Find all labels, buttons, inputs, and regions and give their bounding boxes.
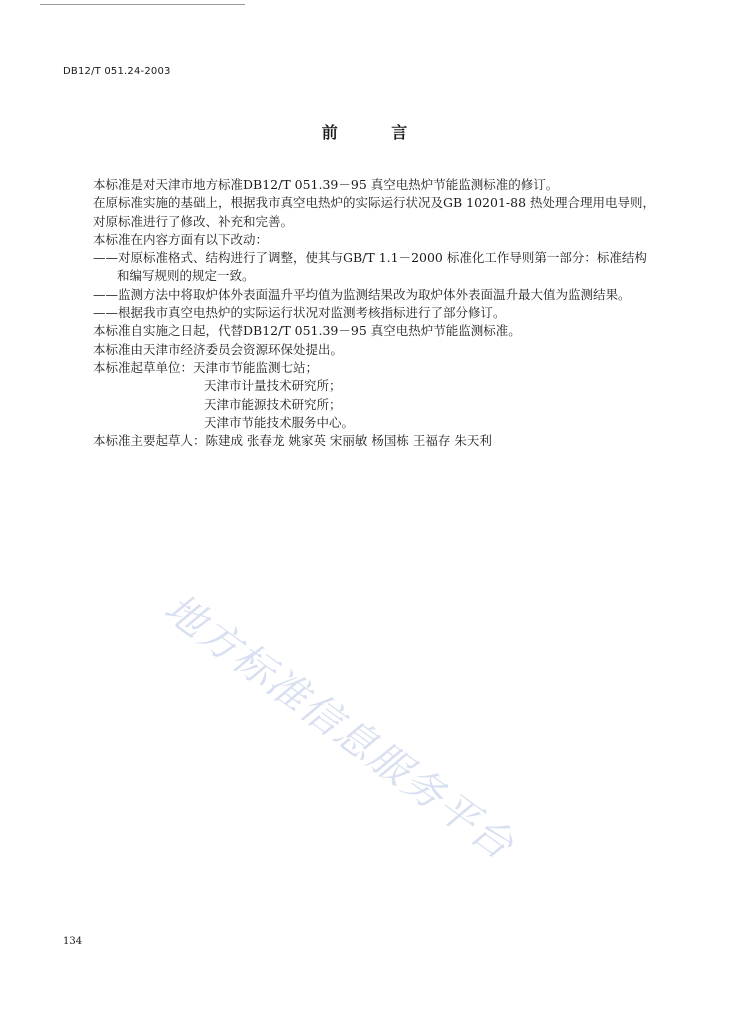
paragraph-replaces: 本标准自实施之日起，代替DB12/T 051.39－95 真空电热炉节能监测标准。 [93,323,521,339]
change-item-method: ——监测方法中将取炉体外表面温升平均值为监测结果改为取炉体外表面温升最大值为监测结果。 [93,286,631,302]
paragraph-proposer: 本标准由天津市经济委员会资源环保处提出。 [93,341,344,357]
drafting-unit: 天津市节能监测七站； [193,359,319,375]
page-title: 前 言 [321,123,432,142]
drafting-units-label: 本标准起草单位： [93,359,194,375]
drafters-names: 陈建成 张春龙 姚家英 宋丽敏 杨国栋 王福存 朱天利 [205,433,492,449]
standard-code: DB12/T 051.24-2003 [63,66,171,77]
foreword-body [93,176,659,450]
watermark: 地方标准信息服务平台 [155,585,523,870]
drafting-unit: 天津市节能技术服务中心。 [204,414,355,430]
change-item-format: ——对原标准格式、结构进行了调整，使其与GB/T 1.1－2000 标准化工作导则第一部分：标准结构和编写规则的规定一致。 [93,250,647,284]
paragraph-changes-intro: 本标准在内容方面有以下改动： [93,231,269,247]
change-item-indicators: ——根据我市真空电热炉的实际运行状况对监测考核指标进行了部分修订。 [93,305,506,321]
page-number: 134 [63,936,83,947]
drafting-units-line [93,359,659,377]
drafting-unit: 天津市能源技术研究所； [204,396,342,412]
drafters-label: 本标准主要起草人： [93,433,206,449]
paragraph-intro: 本标准是对天津市地方标准DB12/T 051.39－95 真空电热炉节能监测标准的修订。 [93,177,559,192]
drafters-line [93,432,659,450]
scan-edge-line [40,4,245,5]
paragraph-basis: 在原标准实施的基础上，根据我市真空电热炉的实际运行状况及GB 10201-88 热处理合理用电导则，对原标准进行了修改、补充和完善。 [93,195,656,229]
drafting-unit: 天津市计量技术研究所； [204,378,342,394]
